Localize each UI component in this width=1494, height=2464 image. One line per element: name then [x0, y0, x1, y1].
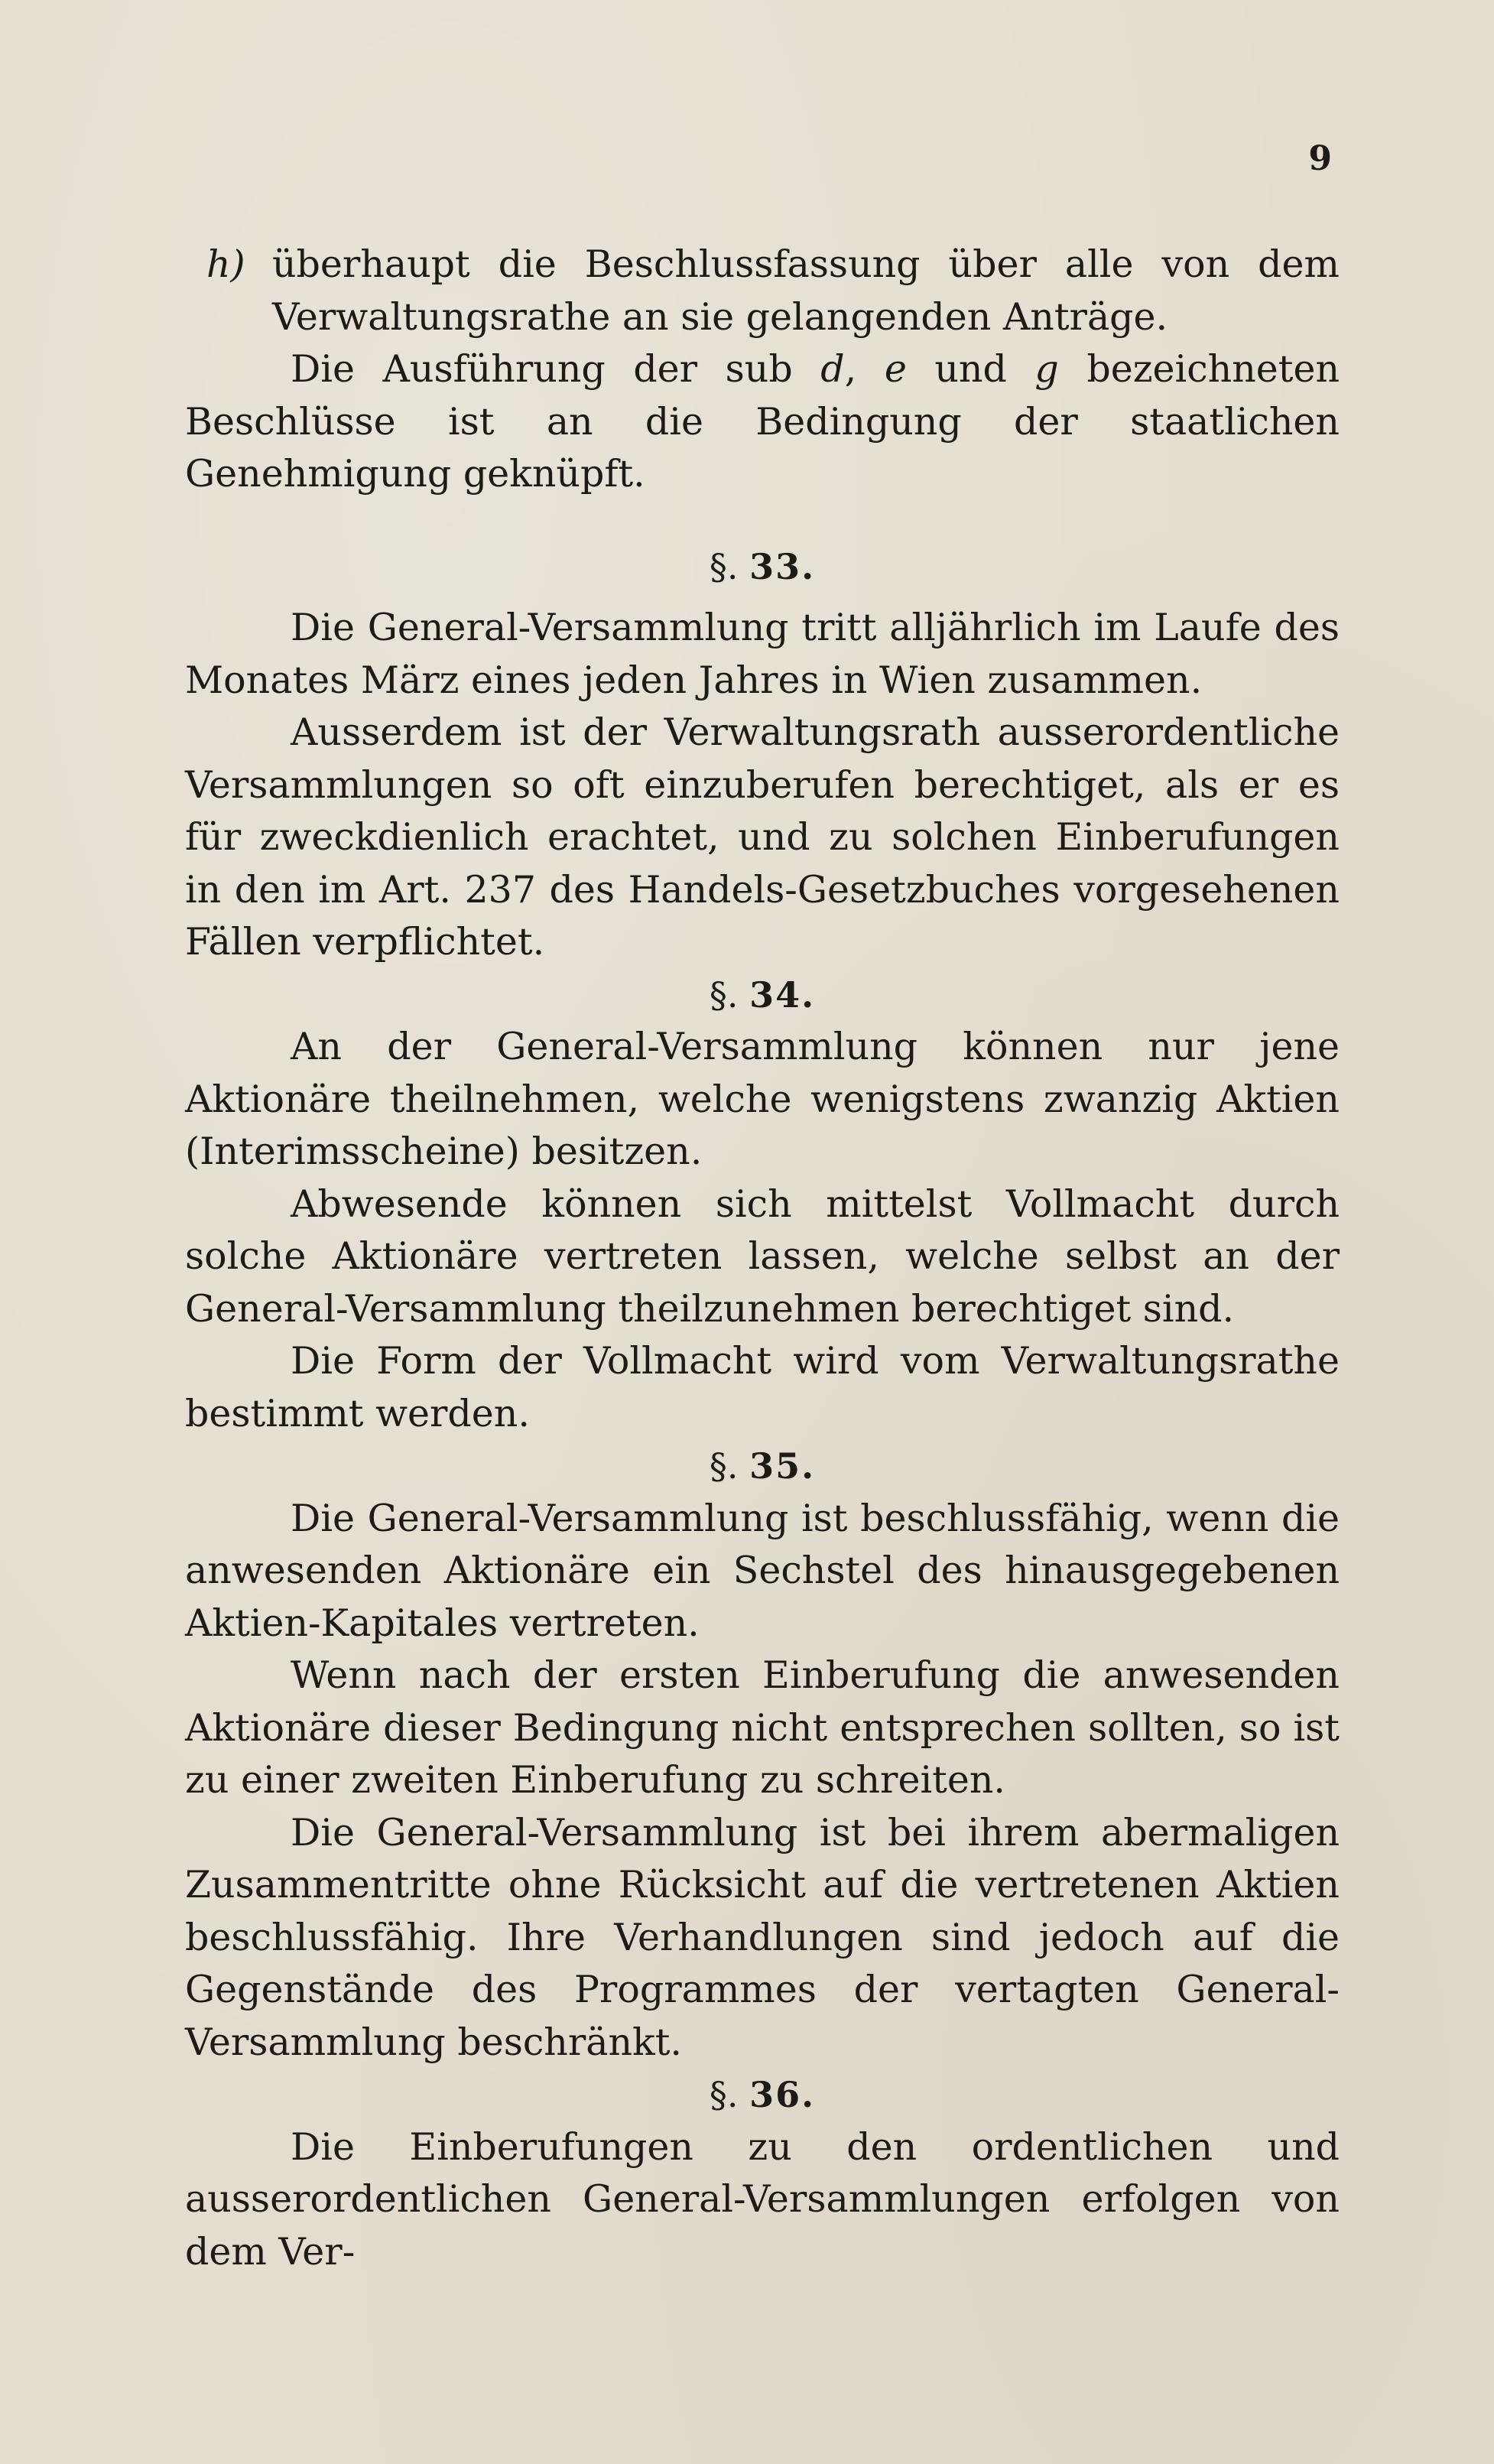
- paragraph: Ausserdem ist der Verwaltungsrath ausserordentliche Versammlungen so oft einzuberufen berechtiget, als er es für zweckdienlich erachtet, und zu solchen Einberufungen in den im Art. 237 des Handels-Gesetzbuches vorgesehenen Fällen verpflichtet.: [185, 710, 1340, 964]
- section-heading-33: [185, 541, 1340, 593]
- paragraph: Wenn nach der ersten Einberufung die anwesenden Aktionäre dieser Bedingung nicht entsprechen sollten, so ist zu einer zweiten Einberufung zu schreiten.: [185, 1653, 1340, 1802]
- section-number: 33.: [749, 545, 816, 587]
- page-number: 9: [1308, 139, 1332, 178]
- section-heading-36: [185, 2069, 1340, 2121]
- section-number: 34.: [749, 974, 816, 1016]
- section-sign: §.: [709, 545, 739, 587]
- paragraph-text: bezeichneten Beschlüsse ist an die Bedingung der staatlichen Genehmigung geknüpft.: [185, 347, 1340, 496]
- separator: und: [906, 347, 1035, 391]
- section-sign: §.: [709, 1445, 739, 1487]
- section-sign: §.: [709, 2074, 739, 2115]
- paragraph: Die Form der Vollmacht wird vom Verwaltungsrathe bestimmt werden.: [185, 1339, 1340, 1435]
- paragraph: Die General-Versammlung ist beschlussfähig, wenn die anwesenden Aktionäre ein Sechstel des hinausgegebenen Aktien-Kapitales vertreten.: [185, 1496, 1340, 1645]
- section-heading-35: [185, 1440, 1340, 1493]
- paragraph-text: Die Ausführung der sub: [291, 347, 821, 391]
- section-heading-34: [185, 969, 1340, 1022]
- section-number: 36.: [749, 2074, 816, 2115]
- paragraph-execution: [185, 343, 1340, 501]
- section-sign: §.: [709, 974, 739, 1016]
- separator: ,: [844, 347, 885, 391]
- paragraph: Abwesende können sich mittelst Vollmacht durch solche Aktionäre vertreten lassen, welche selbst an der General-Versammlung theilzunehmen berechtiget sind.: [185, 1182, 1340, 1331]
- item-label: h): [206, 242, 245, 286]
- sub-letter-e: e: [884, 347, 907, 391]
- list-item-h: [185, 239, 1340, 343]
- paragraph: Die Einberufungen zu den ordentlichen und ausserordentlichen General-Versammlungen erfolgen von dem Ver-: [185, 2124, 1340, 2274]
- document-body: [185, 239, 1340, 2278]
- sub-letter-g: g: [1034, 347, 1059, 391]
- paragraph: Die General-Versammlung ist bei ihrem abermaligen Zusammentritte ohne Rücksicht auf die vertretenen Aktien beschlussfähig. Ihre Verhandlungen sind jedoch auf die Gegenstände des Programmes der vertagten General-Versammlung beschränkt.: [185, 1810, 1340, 2064]
- section-number: 35.: [749, 1445, 816, 1487]
- sub-letter-d: d: [820, 347, 845, 391]
- item-text: überhaupt die Beschlussfassung über alle von dem Verwaltungsrathe an sie gelangenden Anträge.: [272, 242, 1340, 339]
- paragraph: An der General-Versammlung können nur jene Aktionäre theilnehmen, welche wenigstens zwanzig Aktien (Interimsscheine) besitzen.: [185, 1025, 1340, 1173]
- paragraph: Die General-Versammlung tritt alljährlich im Laufe des Monates März eines jeden Jahres in Wien zusammen.: [185, 606, 1340, 702]
